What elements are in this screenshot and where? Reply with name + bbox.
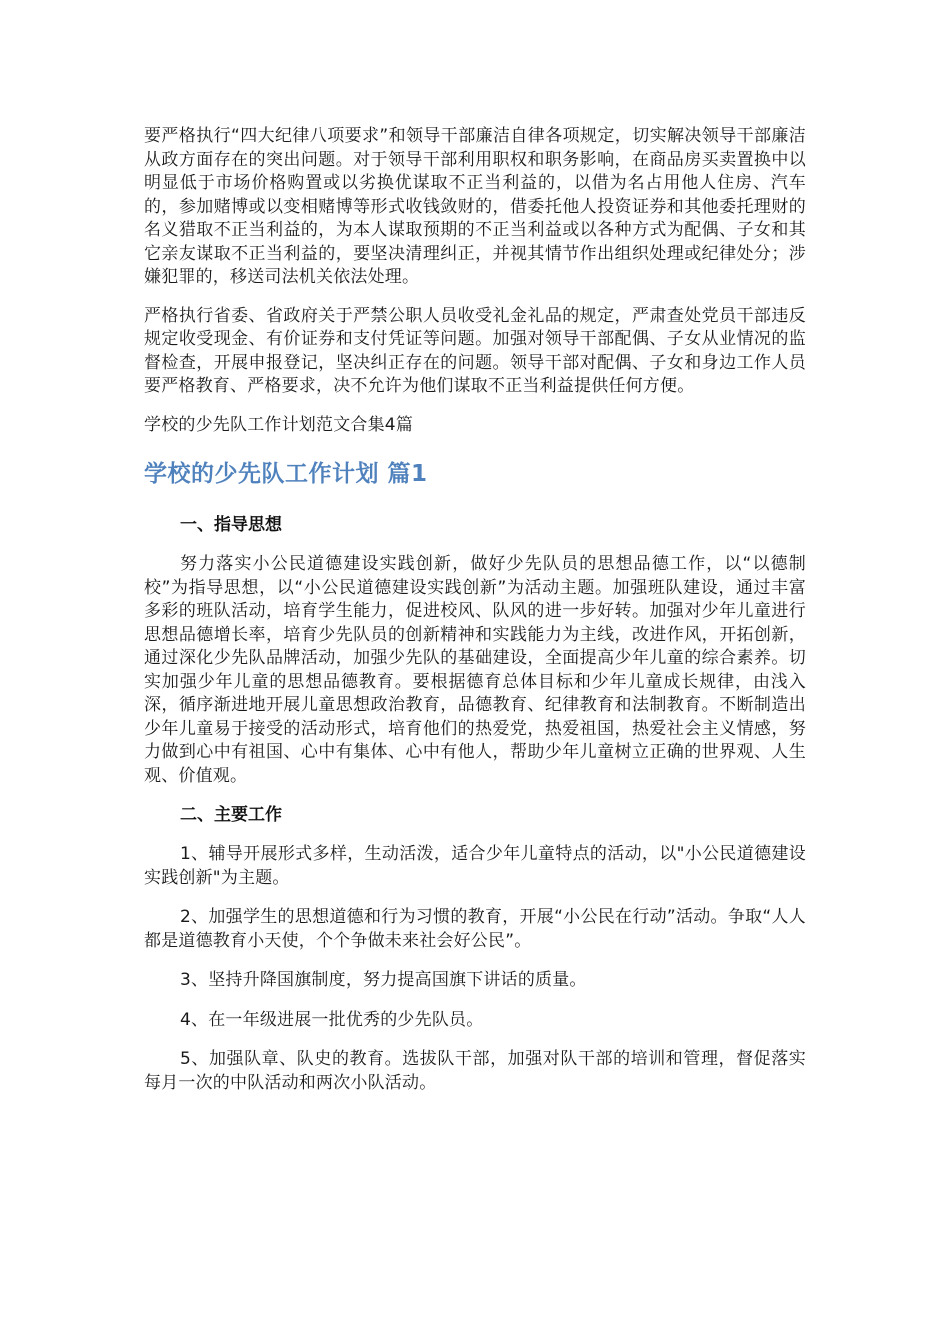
intro-paragraph-2: 严格执行省委、省政府关于严禁公职人员收受礼金礼品的规定，严肃查处党员干部违反规定收受现金、有价证券和支付凭证等问题。加强对领导干部配偶、子女从业情况的监督检查，开展申报登记，坚决纠正存在的问题。领导干部对配偶、子女和身边工作人员要严格教育、严格要求，决不允许为他们谋取不正当利益提供任何方便。	[144, 305, 806, 396]
section-heading-main-work: 二、主要工作	[180, 805, 282, 825]
section-body-guiding-ideology: 努力落实小公民道德建设实践创新，做好少先队员的思想品德工作，以“以德制校”为指导思想，以“小公民道德建设实践创新”为活动主题。加强班队建设，通过丰富多彩的班队活动，培育学生能力，促进校风、队风的进一步好转。加强对少年儿童进行思想品德增长率，培育少先队员的创新精神和实践能力为主线，改进作风，开拓创新，通过深化少先队品牌活动，加强少先队的基础建设，全面提高少年儿童的综合素养。切实加强少年儿童的思想品德教育。要根据德育总体目标和少年儿童成长规律，由浅入深，循序渐进地开展儿童思想政治教育，品德教育、纪律教育和法制教育。不断制造出少年儿童易于接受的活动形式，培育他们的热爱党，热爱祖国，热爱社会主义情感，努力做到心中有祖国、心中有集体、心中有他人，帮助少年儿童树立正确的世界观、人生观、价值观。	[144, 554, 806, 786]
list-item: 4、在一年级进展一批优秀的少先队员。	[180, 1009, 484, 1030]
section-heading-guiding-ideology: 一、指导思想	[180, 515, 282, 535]
collection-title: 学校的少先队工作计划范文合集4篇	[144, 414, 414, 435]
article-title: 学校的少先队工作计划 篇1	[144, 461, 428, 487]
intro-paragraph-1: 要严格执行“四大纪律八项要求”和领导干部廉洁自律各项规定，切实解决领导干部廉洁从政方面存在的突出问题。对于领导干部利用职权和职务影响，在商品房买卖置换中以明显低于市场价格购置或以劣换优谋取不正当利益的，以借为名占用他人住房、汽车的，参加赌博或以变相赌博等形式收钱敛财的，借委托他人投资证券和其他委托理财的名义猎取不正当利益的，为本人谋取预期的不正当利益或以各种方式为配偶、子女和其它亲友谋取不正当利益的，要坚决清理纠正，并视其情节作出组织处理或纪律处分；涉嫌犯罪的，移送司法机关依法处理。	[144, 126, 806, 287]
list-item: 3、坚持升降国旗制度，努力提高国旗下讲话的质量。	[180, 970, 587, 990]
list-item: 2、加强学生的思想道德和行为习惯的教育，开展“小公民在行动”活动。争取“人人都是道德教育小天使，个个争做未来社会好公民”。	[144, 907, 806, 951]
list-item: 5、加强队章、队史的教育。选拔队干部，加强对队干部的培训和管理，督促落实每月一次的中队活动和两次小队活动。	[144, 1049, 806, 1093]
list-item: 1、辅导开展形式多样，生动活泼，适合少年儿童特点的活动，以"小公民道德建设实践创新"为主题。	[144, 844, 806, 888]
